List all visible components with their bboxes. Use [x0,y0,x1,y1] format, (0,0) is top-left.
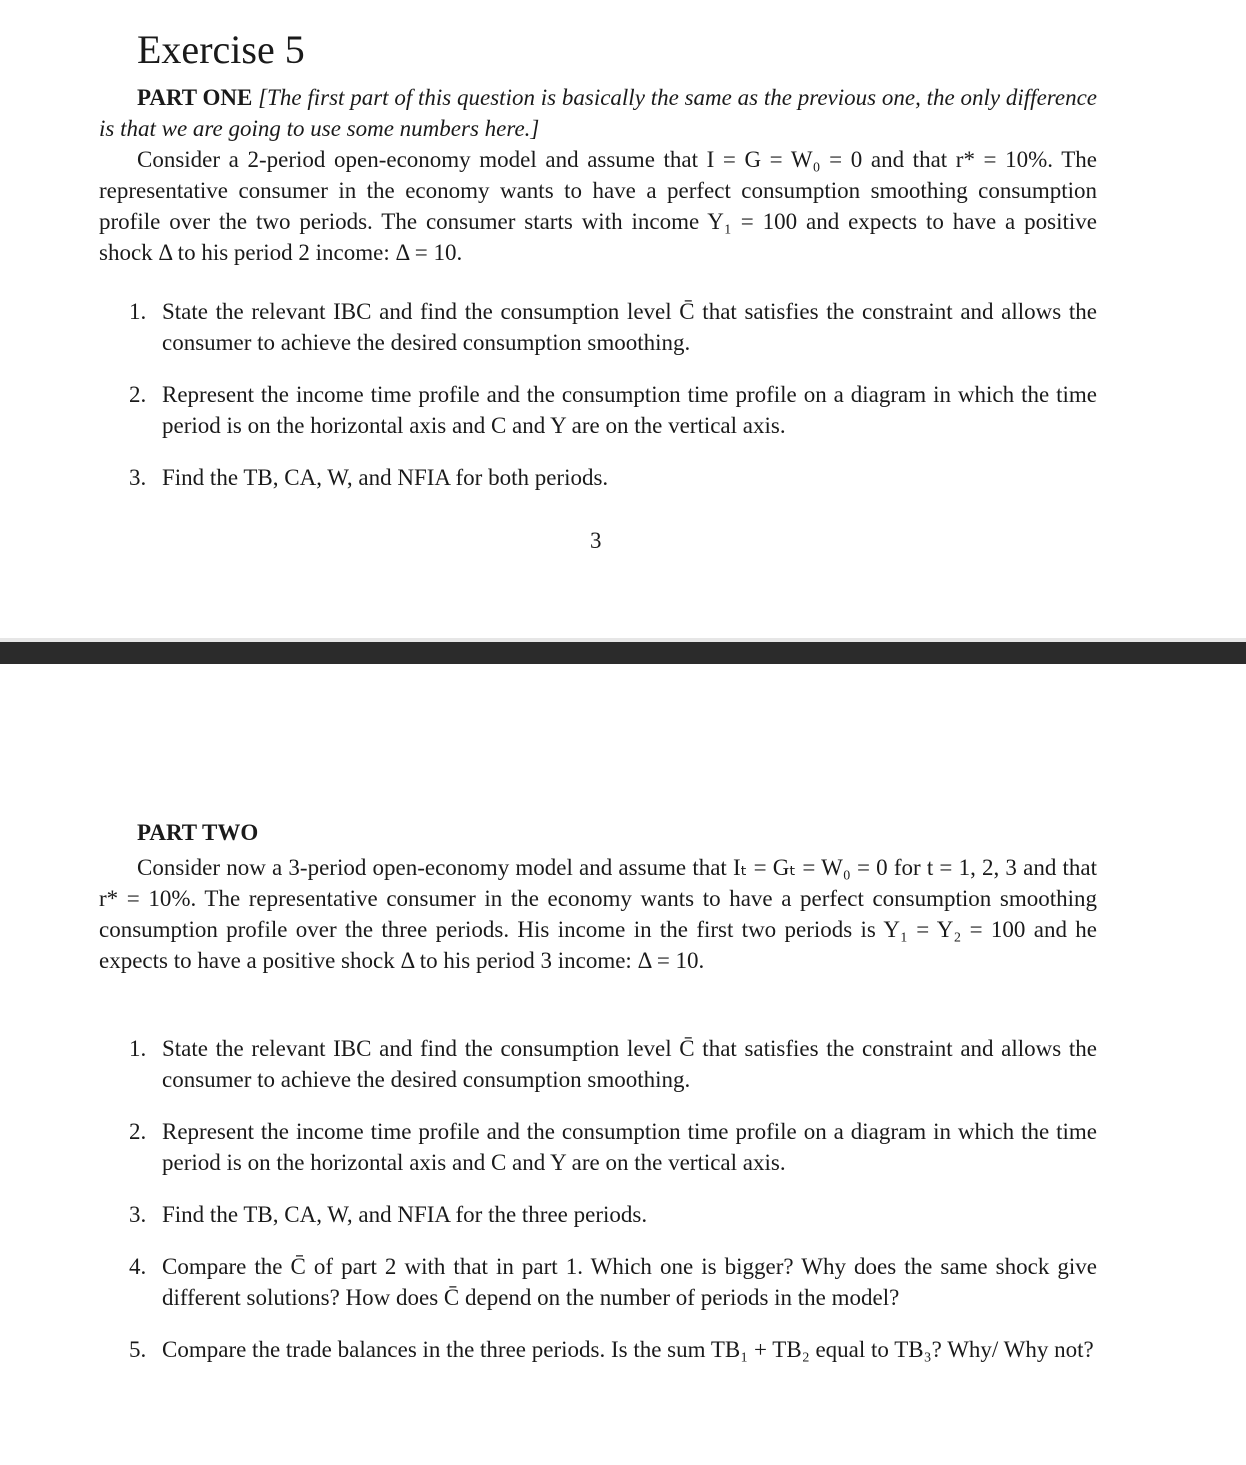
page-one [0,0,1246,638]
part-one-intro [99,144,1097,268]
list-item [129,1334,1097,1365]
page-number: 3 [590,528,602,553]
item-number: 4. [129,1254,147,1279]
part-two-heading: PART TWO [137,820,259,845]
item-text: Find the TB, CA, W, and NFIA for both periods. [162,465,609,490]
item-number: 5. [129,1337,147,1362]
item-number: 3. [129,1202,147,1227]
item-number: 3. [129,465,147,490]
item-number: 1. [129,299,147,324]
list-item [129,1033,1097,1095]
part-one-label: PART ONE [137,85,253,110]
item-number: 2. [129,1119,147,1144]
item-text: Compare the trade balances in the three periods. Is the sum TB₁ + TB₂ equal to TB₃? Why/ Why not? [162,1337,1094,1362]
part-one-paragraph [99,82,1097,144]
item-text: State the relevant IBC and find the consumption level C̄ that satisfies the constraint and allows the consumer to achieve the desired consumption smoothing. [162,299,1097,355]
item-text: Compare the C̄ of part 2 with that in part 1. Which one is bigger? Why does the same shock give different solutions? How does C̄ depend on the number of periods in the model? [162,1254,1097,1310]
part-two-intro [99,852,1097,976]
item-text: State the relevant IBC and find the consumption level C̄ that satisfies the constraint and allows the consumer to achieve the desired consumption smoothing. [162,1036,1097,1092]
list-item [129,1116,1097,1178]
item-text: Represent the income time profile and the consumption time profile on a diagram in which the time period is on the horizontal axis and C and Y are on the vertical axis. [162,1119,1097,1175]
list-item [129,296,1097,358]
page-separator-bar [0,642,1246,664]
part-one-question-list [129,296,1097,514]
item-text: Represent the income time profile and the consumption time profile on a diagram in which the time period is on the horizontal axis and C and Y are on the vertical axis. [162,382,1097,438]
page-two [0,664,1246,1465]
part-two-question-list [129,1033,1097,1386]
part-two-intro-text: Consider now a 3-period open-economy model and assume that Iₜ = Gₜ = W₀ = 0 for t = 1, 2, 3 and that r* = 10%. The representative consumer in the economy wants to have a perfect consumption smoothing consumption profile over the three periods. His income in the first two periods is Y₁ = Y₂ = 100 and he expects to have a positive shock Δ to his period 3 income: Δ = 10. [99,855,1097,973]
list-item [129,1199,1097,1230]
item-number: 1. [129,1036,147,1061]
item-number: 2. [129,382,147,407]
list-item [129,379,1097,441]
part-one-intro-text: Consider a 2-period open-economy model and assume that I = G = W₀ = 0 and that r* = 10%. The representative consumer in the economy wants to have a perfect consumption smoothing consumption profile over the two periods. The consumer starts with income Y₁ = 100 and expects to have a positive shock Δ to his period 2 income: Δ = 10. [99,147,1097,265]
item-text: Find the TB, CA, W, and NFIA for the three periods. [162,1202,648,1227]
list-item [129,462,1097,493]
list-item [129,1251,1097,1313]
exercise-title: Exercise 5 [137,27,305,72]
part-one-note: [The first part of this question is basically the same as the previous one, the only difference is that we are going to use some numbers here.] [99,85,1097,141]
